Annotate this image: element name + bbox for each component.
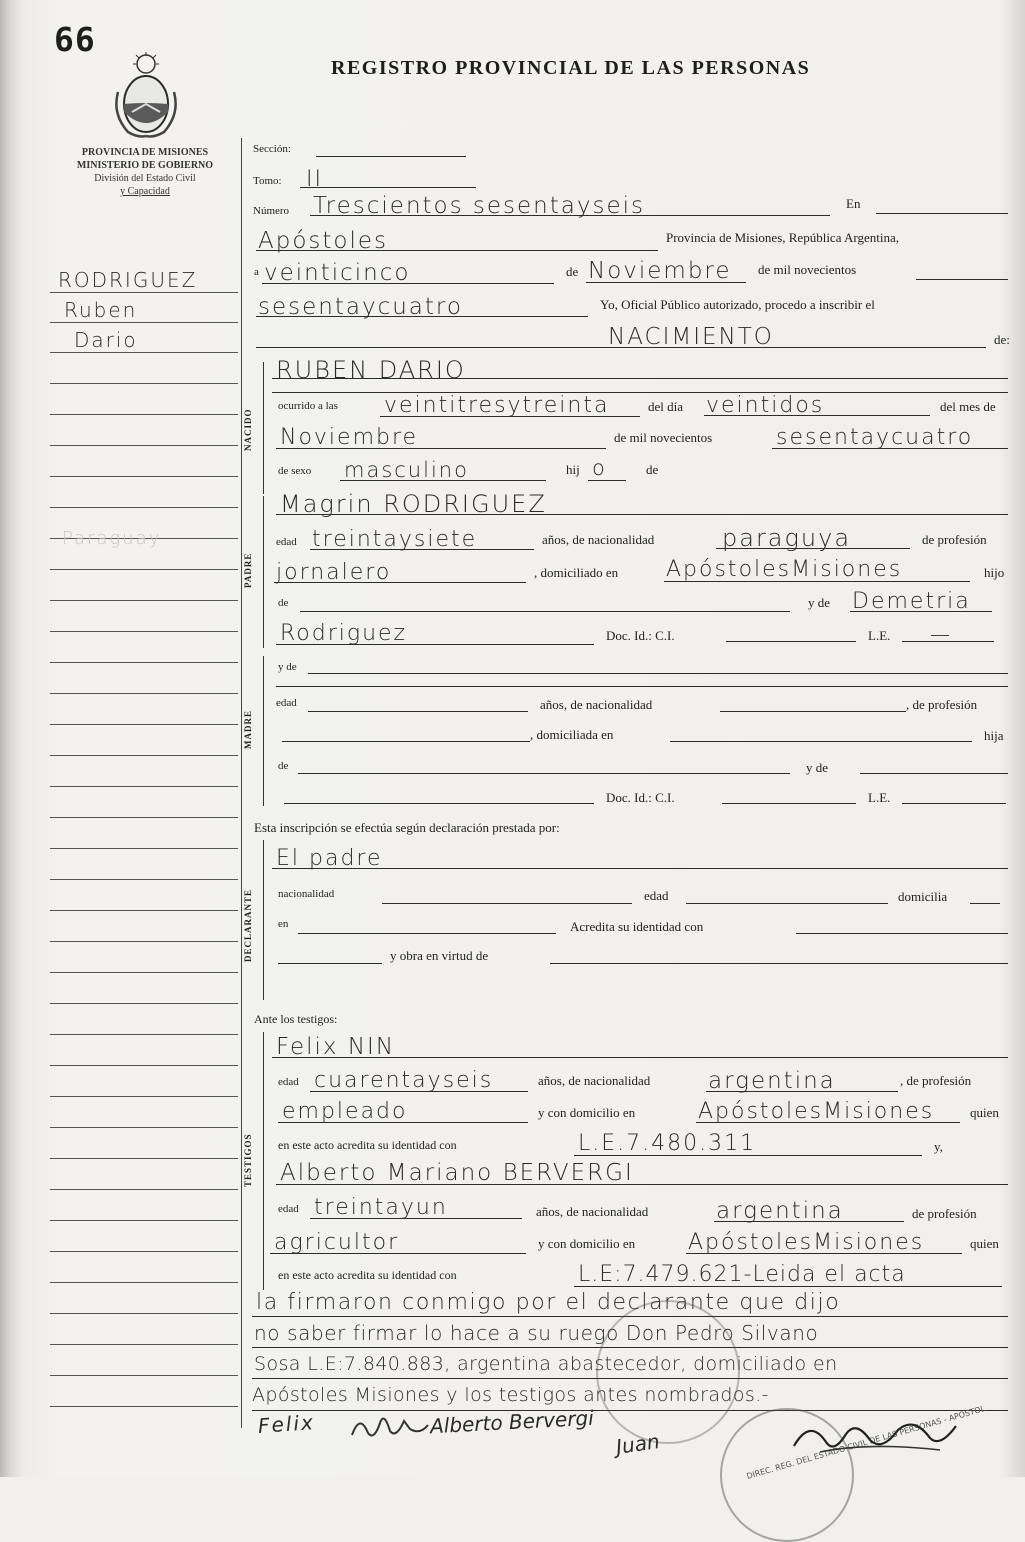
testigo1-dom-value: ApóstolesMisiones [698,1099,935,1124]
tomo-label: Tomo: [253,175,282,187]
registrar-signature-scribble [790,1412,960,1462]
official-stamp [596,1300,740,1444]
dia-value: veinticinco [264,260,411,286]
testigo1-edad-label: edad [278,1076,299,1088]
padre-section-label: PADRE [243,552,253,588]
provincia-text: Provincia de Misiones, República Argentina, [666,230,899,245]
declarante-acred-label: Acredita su identidad con [570,919,704,934]
en-label: En [846,196,861,211]
hijo-label: hij [566,462,580,477]
madre-edad-label: edad [276,697,297,709]
madre-doc-label: Doc. Id.: C.I. [606,790,675,805]
a-label: a [254,266,259,278]
del-dia-label: del día [648,399,684,414]
signature-1: Felix [257,1410,316,1438]
testigo1-acred-label: en este acto acredita su identidad con [278,1138,457,1152]
testigos-section-label: TESTIGOS [243,1133,253,1187]
margin-name-2: Dario [74,328,138,352]
de2-label: de: [994,332,1010,347]
de-label: de [566,264,579,279]
seccion-label: Sección: [253,143,291,155]
testigo1-nombre: Felix NIN [276,1034,396,1060]
padre-prof-label: de profesión [922,532,987,547]
del-mes-label: del mes de [940,399,996,414]
testigo2-nac-value: argentina [716,1198,844,1224]
padre-edad-label: edad [276,536,297,548]
padre-hijo-label: hijo [984,565,1005,580]
madre-nac-label: años, de nacionalidad [540,697,653,712]
nacido-mes-value: Noviembre [280,425,419,450]
org-line-division: División del Estado Civil [94,173,196,184]
testigo-y-label: y, [934,1139,943,1154]
testigo1-nac-label: años, de nacionalidad [538,1073,651,1088]
testigo1-dom-label: y con domicilio en [538,1105,636,1120]
testigo2-quien-label: quien [970,1236,999,1251]
nacido-de-label: de [646,462,659,477]
coat-of-arms-icon [108,52,184,140]
testigo2-dom-value: ApóstolesMisiones [688,1230,925,1255]
testigo1-prof-label: , de profesión [900,1073,972,1088]
numero-value: Trescientos sesentayseis [313,193,645,219]
padre-nombre: Magrin RODRIGUEZ [280,490,547,518]
closing-line-1: la firmaron conmigo por el declarante que dijo [256,1290,841,1315]
nacido-mil-label: de mil novecientos [614,430,713,445]
madre-le-label: L.E. [868,790,891,805]
testigo1-quien-label: quien [970,1105,999,1120]
mes-value: Noviembre [588,258,732,284]
madre-prof-label: , de profesión [906,697,978,712]
testigo1-prof-value: empleado [282,1099,408,1124]
margin-name-1: Ruben [64,298,138,322]
margin-divider [241,138,242,1428]
testigo2-acred-label: en este acto acredita su identidad con [278,1268,457,1282]
testigo1-doc-value: L.E.7.480.311 [578,1131,757,1156]
margin-surname: RODRIGUEZ [58,268,198,292]
madre-de-label: de [278,760,289,772]
form-title: REGISTRO PROVINCIAL DE LAS PERSONAS [331,57,811,79]
testigo2-prof-value: agricultor [274,1230,400,1255]
padre-le-value: — [930,622,952,646]
nacido-anio-value: sesentaycuatro [776,425,974,450]
nacido-dia-value: veintidos [706,393,825,418]
declarante-nac-label: nacionalidad [278,888,335,900]
padre-de-label: de [278,597,289,609]
anio-value: sesentaycuatro [258,294,463,320]
closing-line-3: Sosa L.E:7.840.883, argentina abastecedor, domiciliado en [254,1353,838,1375]
hijo-suffix: o [592,456,607,480]
declarante-dom-label: domicilia [898,889,948,904]
closing-line-4: Apóstoles Misiones y los testigos antes nombrados.- [252,1384,769,1406]
testigo2-doc-value: L.E:7.479.621-Leida el acta [578,1262,906,1287]
declarante-value: El padre [276,846,383,871]
padre-doc-label: Doc. Id.: C.I. [606,628,675,643]
testigo2-prof-label: de profesión [912,1206,977,1221]
declarante-en-label: en [278,918,289,930]
padre-le-label: L.E. [868,628,891,643]
tomo-value: II [306,167,323,192]
declarante-virtud-label: y obra en virtud de [390,948,489,963]
madre-y-de2-label: y de [806,760,829,775]
sexo-value: masculino [344,458,469,482]
signature-2-scribble [350,1405,430,1445]
testigo2-edad-value: treintayun [314,1195,448,1220]
testigos-intro: Ante los testigos: [254,1012,338,1026]
org-line-capacity: y Capacidad [120,186,170,197]
margin-faint-note: Paraguay [62,528,162,549]
page-number: 66 [54,20,96,59]
org-line-province: PROVINCIA DE MISIONES [81,147,209,158]
testigo1-edad-value: cuarentayseis [314,1068,494,1093]
madre-dom-label: , domiciliada en [530,727,614,742]
hora-value: veintitresytreinta [384,393,610,418]
lugar-value: Apóstoles [258,228,389,254]
mil-text: de mil novecientos [758,262,857,277]
testigo2-nac-label: años, de nacionalidad [536,1204,649,1219]
org-line-ministry: MINISTERIO DE GOBIERNO [76,160,214,171]
padre-dom-label: , domiciliado en [534,565,619,580]
declarante-intro: Esta inscripción se efectúa según declaración prestada por: [254,820,560,835]
numero-label: Número [253,205,290,217]
acto-value: NACIMIENTO [608,324,774,350]
padre-edad-value: treintaysiete [312,527,478,552]
padre-y-de-label: y de [808,595,831,610]
padre-prof-value: jornalero [276,560,392,585]
closing-line-2: no saber firmar lo hace a su ruego Don Pedro Silvano [254,1321,819,1345]
madre-y-de-label: y de [278,661,297,673]
declarante-section-label: DECLARANTE [243,888,253,962]
org-block [50,146,240,198]
nacido-nombre: RUBEN DARIO [276,356,466,384]
madre-section-label: MADRE [243,710,253,750]
padre-nac-value: paraguya [722,524,852,552]
testigo2-nombre: Alberto Mariano BERVERGI [280,1160,634,1186]
declarante-edad-label: edad [644,888,669,903]
ocurrido-label: ocurrido a las [278,400,338,412]
madre-hija-label: hija [984,728,1004,743]
sexo-label: de sexo [278,465,312,477]
yo-text: Yo, Oficial Público autorizado, procedo a inscribir el [600,297,875,312]
signature-4: Juan [614,1429,661,1459]
stamp-text: DIREC. REG. DEL ESTADO CIVIL DE LAS PERSONAS - APOSTOL [745,1404,987,1481]
testigo2-edad-label: edad [278,1203,299,1215]
nacido-section-label: NACIDO [243,408,253,452]
padre-dom-value: ApóstolesMisiones [666,557,903,582]
padre-nac-label: años, de nacionalidad [542,532,655,547]
padre-madre-value-2: Rodriguez [280,621,408,646]
testigo1-nac-value: argentina [708,1068,836,1094]
signature-3: Alberto Bervergi [429,1405,595,1439]
testigo2-dom-label: y con domicilio en [538,1236,636,1251]
padre-madre-value: Demetria [852,589,971,614]
